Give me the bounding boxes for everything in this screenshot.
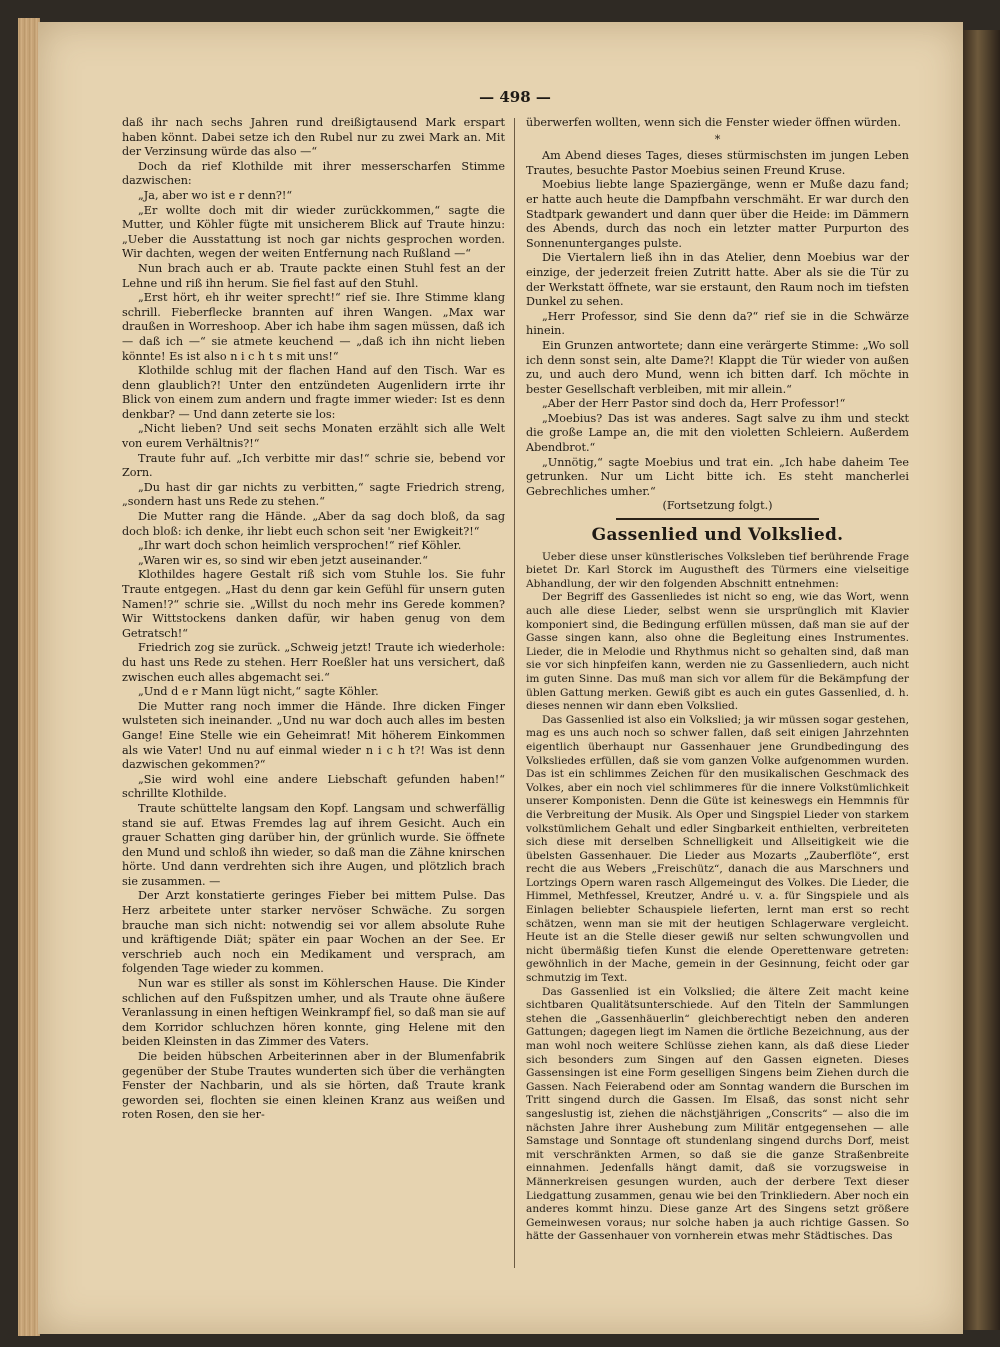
book-binding-edge bbox=[963, 30, 1000, 1330]
paragraph: Doch da rief Klothilde mit ihrer messerscharfen Stimme dazwischen: bbox=[122, 159, 505, 188]
right-column bbox=[526, 116, 909, 1244]
paragraph: „Moebius? Das ist was anderes. Sagt salve zu ihm und steckt die große Lampe an, die mit den violetten Schleiern. Außerdem Abendbrot.“ bbox=[526, 411, 909, 455]
paragraph: „Und d e r Mann lügt nicht,“ sagte Köhler. bbox=[138, 685, 379, 699]
paragraph: Traute schüttelte langsam den Kopf. Langsam und schwerfällig stand sie auf. Etwas Fremdes lag auf ihrem Gesicht. Auch ein grauer Schatten ging darüber hin, der grünlich wurde. Sie öffnete den Mund und schloß ihn wieder, so daß man die Zähne knirschen hörte. Und dann verdrehten sich ihre Augen, und plötzlich brach sie zusammen. — bbox=[122, 801, 505, 888]
paragraph: „Du hast dir gar nichts zu verbitten,“ sagte Friedrich streng, „sondern hast uns Rede zu stehen.“ bbox=[122, 480, 505, 509]
continuation-note: (Fortsetzung folgt.) bbox=[662, 499, 773, 513]
article-title: Gassenlied und Volkslied. bbox=[591, 525, 844, 546]
paragraph: daß ihr nach sechs Jahren rund dreißigtausend Mark erspart haben könnt. Dabei setze ich den Rubel nur zu zwei Mark an. Mit der Verzinsung würde das also —“ bbox=[122, 116, 505, 159]
paragraph: „Herr Professor, sind Sie denn da?“ rief sie in die Schwärze hinein. bbox=[526, 309, 909, 338]
paragraph: Traute fuhr auf. „Ich verbitte mir das!“ schrie sie, bebend vor Zorn. bbox=[122, 451, 505, 480]
paragraph: überwerfen wollten, wenn sich die Fenster wieder öffnen würden. bbox=[526, 116, 901, 129]
paragraph: Klothildes hagere Gestalt riß sich vom Stuhle los. Sie fuhr Traute entgegen. „Hast du denn gar kein Gefühl für unsern guten Namen!?“ schrie sie. „Willst du noch mehr ins Gerede kommen? Wir Wittstockens danken dafür, wir haben genug von dem Getratsch!“ bbox=[122, 568, 505, 640]
paragraph: Nun brach auch er ab. Traute packte einen Stuhl fest an der Lehne und riß ihn herum. Sie fiel fast auf den Stuhl. bbox=[122, 261, 505, 290]
paragraph: „Unnötig,“ sagte Moebius und trat ein. „Ich habe daheim Tee getrunken. Nur um Licht bitte ich. Es steht mancherlei Gebrechliches umher.“ bbox=[526, 455, 909, 498]
paragraph: „Aber der Herr Pastor sind doch da, Herr Professor!“ bbox=[542, 397, 846, 411]
paragraph: „Erst hört, eh ihr weiter sprecht!“ rief sie. Ihre Stimme klang schrill. Fieberflecke brannten auf ihren Wangen. „Max war draußen in Worreshoop. Aber ich habe ihm sagen müssen, daß ich — daß ich —“ sie atmete keuchend — „daß ich ihn nicht lieben könnte! Es ist also n i c h t s mit uns!“ bbox=[122, 291, 505, 363]
story-continuation bbox=[526, 116, 909, 131]
paragraph: Die Mutter rang die Hände. „Aber da sag doch bloß, da sag doch bloß: ich denke, ihr liebt euch schon seit 'ner Ewigkeit?!“ bbox=[122, 510, 505, 538]
paragraph: „Er wollte doch mit dir wieder zurückkommen,“ sagte die Mutter, und Köhler fügte mit unsicherem Blick auf Traute hinzu: „Ueber die Ausstattung ist noch gar nichts gesprochen worden. Wir dachten, wegen der weiten Entfernung nach Rußland —“ bbox=[122, 203, 505, 261]
paragraph: Der Arzt konstatierte geringes Fieber bei mittem Pulse. Das Herz arbeitete unter starker nervöser Schwäche. Zu sorgen brauche man sich nicht: notwendig sei vor allem absolute Ruhe und kräftigende Diät; später ein paar Wochen an der See. Er verschrieb auch noch ein Medikament und versprach, am folgenden Tage wieder zu kommen. bbox=[122, 889, 505, 976]
paragraph: „Nicht lieben? Und seit sechs Monaten erzählt sich alle Welt von eurem Verhältnis?!“ bbox=[122, 422, 505, 451]
paragraph: Die Viertalern ließ ihn in das Atelier, denn Moebius war der einzige, der jederzeit freien Zutritt hatte. Aber als sie die Tür zu der Werkstatt öffnete, war sie erstaunt, den Raum noch im tiefsten Dunkel zu sehen. bbox=[526, 251, 909, 309]
paragraph: „Waren wir es, so sind wir eben jetzt auseinander.“ bbox=[138, 553, 428, 567]
horizontal-rule bbox=[616, 518, 819, 520]
article-paragraph: Ueber diese unser künstlerisches Volksleben tief berührende Frage bietet Dr. Karl Storck im Augustheft des Türmers eine vielseitige Abhandlung, der wir den folgenden Abschnitt entnehmen: bbox=[526, 550, 909, 590]
paragraph: Nun war es stiller als sonst im Köhlerschen Hause. Die Kinder schlichen auf den Fußspitzen umher, und als Traute ohne äußere Veranlassung in einen heftigen Weinkrampf fiel, so daß man sie auf dem Korridor schluchzen hören konnte, ging Helene mit den beiden Kleinsten in das Zimmer des Vaters. bbox=[122, 977, 505, 1049]
paragraph: Die Mutter rang noch immer die Hände. Ihre dicken Finger wulsteten sich ineinander. „Und nu war doch auch alles im besten Gange! Eine Stelle wie ein Geheimrat! Mit höherem Einkommen als wie Vater! Und nu auf einmal wieder n i c h t?! Was ist denn dazwischen gekommen?“ bbox=[122, 699, 505, 772]
paragraph: „Sie wird wohl eine andere Liebschaft gefunden haben!“ schrillte Klothilde. bbox=[122, 772, 505, 801]
article-body bbox=[526, 551, 909, 1244]
paragraph: „Ihr wart doch schon heimlich versprochen!“ rief Köhler. bbox=[138, 539, 462, 553]
paragraph: „Ja, aber wo ist e r denn?!“ bbox=[138, 188, 293, 202]
column-divider bbox=[514, 118, 515, 1268]
left-column bbox=[122, 116, 505, 1123]
article-paragraph: Das Gassenlied ist ein Volkslied; die ältere Zeit macht keine sichtbaren Qualitätsunterschiede. Auf den Titeln der Sammlungen stehen die „Gassenhäuerlin“ gleichberechtigt neben den anderen Gattungen; dagegen liegt im Namen die örtliche Bezeichnung, aus der man wohl noch weitere Schlüsse ziehen kann, als daß diese Lieder sich besonders zum Singen auf den Gassen eigneten. Dieses Gassensingen ist eine Form geselligen Singens beim Ziehen durch die Gassen. Nach Feierabend oder am Sonntag wandern die Burschen im Tritt singend durch die Gassen. Im Elsaß, das sonst nicht sehr sangeslustig ist, ziehen die nächstjährigen „Conscrits“ — also die im nächsten Jahre ihrer Aushebung zum Militär entgegensehen — alle Samstage und Sonntage oft stundenlang singend durchs Dorf, meist mit verschränkten Armen, so daß sie die ganze Straßenbreite einnahmen. Jedenfalls hängt damit, daß sie vorzugsweise in Männerkreisen gesungen wurden, auch der derbere Text dieser Liedgattung zusammen, genau wie bei den Trinkliedern. Aber noch ein anderes kommt hinzu. Diese ganze Art des Singens setzt größere Gemeinwesen voraus; nur solche haben ja auch richtige Gassen. So hätte der Gassenhauer von vornherein etwas mehr Städtisches. Das bbox=[526, 985, 909, 1243]
page-number: — 498 — bbox=[479, 88, 551, 106]
paragraph: Moebius liebte lange Spaziergänge, wenn er Muße dazu fand; er hatte auch heute die Dampfbahn verschmäht. Er war durch den Stadtpark gewandert und dann quer über die Heide: im Dämmern des Abends, durch das noch ein letzter matter Purpurton des Sonnenunterganges pulste. bbox=[526, 178, 909, 250]
paragraph: Die beiden hübschen Arbeiterinnen aber in der Blumenfabrik gegenüber der Stube Trautes wunderten sich über die verhängten Fenster der Nachbarin, und als sie hörten, daß Traute krank geworden sei, flochten sie einen kleinen Kranz aus weißen und roten Rosen, den sie her- bbox=[122, 1050, 505, 1122]
paragraph: Klothilde schlug mit der flachen Hand auf den Tisch. War es denn glaublich?! Unter den entzündeten Augenlidern irrte ihr Blick von einem zum andern und fragte immer wieder: Ist es denn denkbar? — Und dann zeterte sie los: bbox=[122, 364, 505, 421]
article-paragraph: Der Begriff des Gassenliedes ist nicht so eng, wie das Wort, wenn auch alle diese Lieder, selbst wenn sie ursprünglich mit Klavier komponiert sind, die Bedingung erfüllen müssen, daß man sie auf der Gasse singen kann, also ohne die Begleitung eines Instrumentes. Lieder, die in Melodie und Rhythmus nicht so gehalten sind, daß man sie vor sich hinpfeifen kann, werden nie zu Gassenliedern, auch nicht im guten Sinne. Das muß man sich vor allem für die Bekämpfung der üblen Gattung merken. Gewiß gibt es auch ein gutes Gassenlied, d. h. dieses nennen wir dann eben Volkslied. bbox=[526, 591, 909, 713]
paragraph: Am Abend dieses Tages, dieses stürmischsten im jungen Leben Trautes, besuchte Pastor Moebius seinen Freund Kruse. bbox=[526, 149, 909, 177]
story-section bbox=[526, 149, 909, 499]
section-separator: * bbox=[714, 132, 721, 146]
article-paragraph: Das Gassenlied ist also ein Volkslied; ja wir müssen sogar gestehen, mag es uns auch noch so schwer fallen, daß seit einigen Jahrzehnten eigentlich überhaupt nur Gassenhauer jene Grundbedingung des Volksliedes erfüllen, daß sie vom ganzen Volke aufgenommen wurden. Das ist ein schlimmes Zeichen für den musikalischen Geschmack des Volkes, aber ein noch viel schlimmeres für die innere Volkstümlichkeit unserer Komponisten. Denn die Güte ist keineswegs ein Hemmnis für die Verbreitung der Musik. Als Oper und Singspiel Lieder von starkem volkstümlichem Gehalt und edler Singbarkeit enthielten, verbreiteten sich diese mit derselben Schnelligkeit und Allseitigkeit wie die übelsten Gassenhauer. Die Lieder aus Mozarts „Zauberflöte“, erst recht die aus Webers „Freischütz“, danach die aus Marschners und Lortzings Opern waren rasch Allgemeingut des Volkes. Die Lieder, die Himmel, Methfessel, Kreutzer, André u. v. a. für Singspiele und als Einlagen beliebter Schauspiele lieferten, lernt man erst so recht schätzen, wenn man sie mit der heutigen Schlagerware vergleicht. Heute ist an die Stelle dieser gewiß nur selten schwungvollen und nicht übermäßig tiefen Kunst die elende Operettenware getreten: gewöhnlich in der Mache, gemein in der Gesinnung, feicht oder gar schmutzig im Text. bbox=[526, 713, 909, 985]
paragraph: Ein Grunzen antwortete; dann eine verärgerte Stimme: „Wo soll ich denn sonst sein, alte Dame?! Klappt die Tür wieder von außen zu, und auch dero Mund, wenn ich bitten darf. Ich möchte in bester Gesellschaft verbleiben, mit mir allein.“ bbox=[526, 338, 909, 396]
book-page-edges bbox=[18, 18, 40, 1336]
paragraph: Friedrich zog sie zurück. „Schweig jetzt! Traute ich wiederhole: du hast uns Rede zu stehen. Herr Roeßler hat uns versichert, daß zwischen euch alles abgemacht sei.“ bbox=[122, 641, 505, 684]
